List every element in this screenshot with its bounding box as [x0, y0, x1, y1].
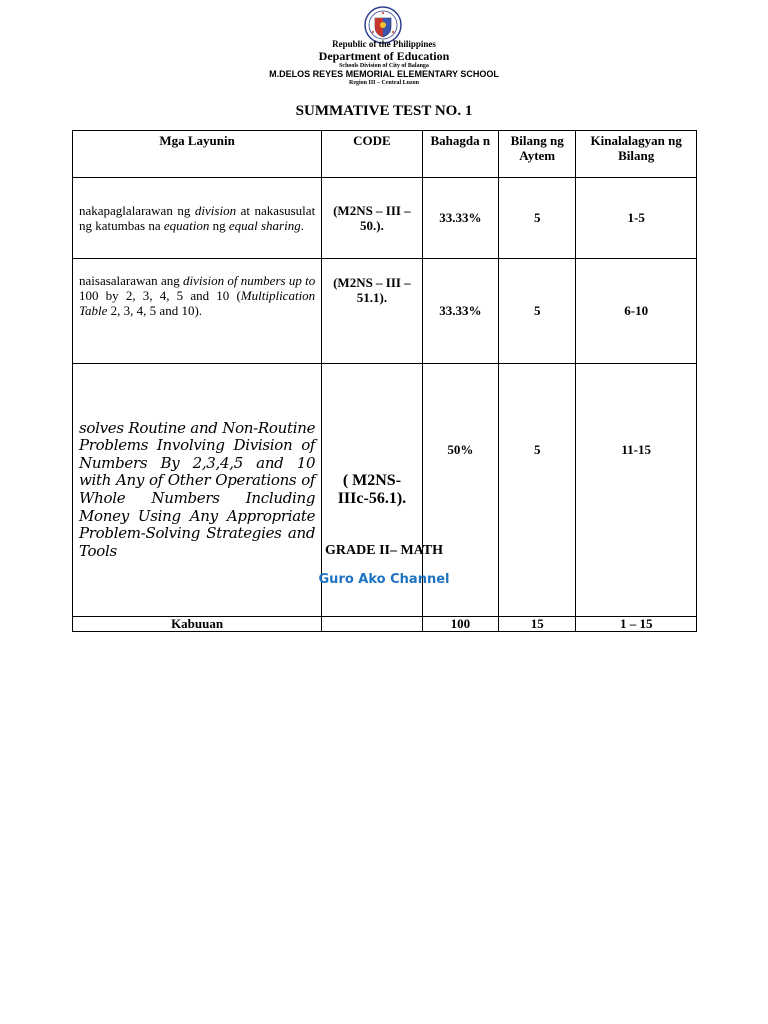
percent-cell: 50%	[422, 364, 498, 617]
placement-cell: 1-5	[576, 178, 697, 259]
header-items: Bilang ng Aytem	[499, 131, 576, 178]
total-items: 15	[499, 617, 576, 632]
percent-cell: 33.33%	[422, 259, 498, 364]
total-label: Kabuuan	[73, 617, 322, 632]
objective-cell: nakapaglalarawan ng division at nakasusulat ng katumbas na equation ng equal sharing.	[73, 178, 322, 259]
header-school: M.DELOS REYES MEMORIAL ELEMENTARY SCHOOL	[269, 69, 499, 79]
header-department: Department of Education	[318, 49, 450, 63]
items-cell: 5	[499, 178, 576, 259]
code-cell: (M2NS – III – 50.).	[322, 178, 422, 259]
items-cell: 5	[499, 259, 576, 364]
total-placement: 1 – 15	[576, 617, 697, 632]
code-cell: (M2NS – III – 51.1).	[322, 259, 422, 364]
header-division: Schools Division of City of Balanga	[339, 63, 429, 69]
header-objectives: Mga Layunin	[73, 131, 322, 178]
table-row	[73, 178, 697, 259]
header-code: CODE	[322, 131, 422, 178]
placement-cell: 6-10	[576, 259, 697, 364]
header-percent: Bahagda n	[422, 131, 498, 178]
total-percent: 100	[422, 617, 498, 632]
items-cell: 5	[499, 364, 576, 617]
percent-cell: 33.33%	[422, 178, 498, 259]
placement-cell: 11-15	[576, 364, 697, 617]
channel-credit: Guro Ako Channel	[318, 572, 450, 587]
header-placement: Kinalalagyan ng Bilang	[576, 131, 697, 178]
objective-cell: solves Routine and Non-Routine Problems Involving Division of Numbers By 2,3,4,5 and 10 with Any of Other Operations of Whole Numbers Including Money Using Any Appropriate Problem-Solving Strategies and Tools	[73, 364, 322, 617]
table-row	[73, 259, 697, 364]
table-total-row	[73, 617, 697, 632]
header-region: Region III – Central Luzon	[348, 80, 419, 86]
total-code	[322, 617, 422, 632]
page-title: SUMMATIVE TEST NO. 1	[295, 103, 473, 119]
objective-cell: naisasalarawan ang division of numbers up to 100 by 2, 3, 4, 5 and 10 (Multiplication Table 2, 3, 4, 5 and 10).	[73, 259, 322, 364]
table-header-row	[73, 131, 697, 178]
code-cell: ( M2NS-IIIc-56.1).	[322, 364, 422, 617]
header-country: Republic of the Philippines	[332, 39, 436, 49]
grade-subject: GRADE II– MATH	[325, 543, 443, 558]
